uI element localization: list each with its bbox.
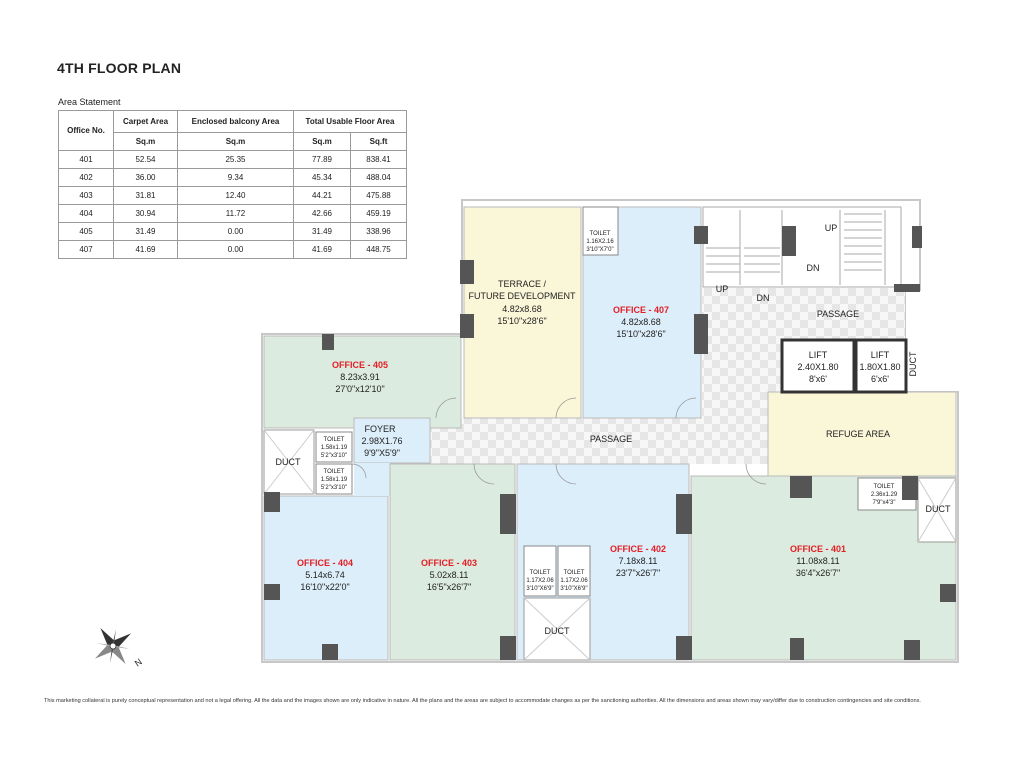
toilet-402-dim: 1.17X2.06 xyxy=(560,578,588,584)
toilet-401-label: TOILET xyxy=(873,484,895,490)
table-cell: 52.54 xyxy=(114,151,178,169)
office-402-imp: 23'7"x26'7" xyxy=(615,568,661,578)
office-402-dim: 7.18x8.11 xyxy=(618,556,658,566)
office-407-imp: 15'10"x28'6" xyxy=(616,329,666,339)
table-cell: 9.34 xyxy=(178,169,294,187)
lift-1-imp: 8'x6' xyxy=(809,374,827,384)
lift-1-dim: 2.40X1.80 xyxy=(797,362,839,372)
office-402-label: OFFICE - 402 xyxy=(609,544,667,554)
toilet-401-dim: 2.36x1.29 xyxy=(870,492,898,498)
office-403-label: OFFICE - 403 xyxy=(420,558,478,568)
compass-rose-icon xyxy=(82,615,143,676)
table-cell: 45.34 xyxy=(294,169,351,187)
office-404-label: OFFICE - 404 xyxy=(296,558,354,568)
office-405-label: OFFICE - 405 xyxy=(331,360,389,370)
toilet-407-dim: 1.16X2.16 xyxy=(586,239,614,245)
staircase xyxy=(703,207,901,287)
duct-bottom-label: DUCT xyxy=(544,626,570,636)
unit-cell: Sq.m xyxy=(114,133,178,151)
table-cell: 404 xyxy=(59,205,114,223)
disclaimer-text: This marketing collateral is purely conceptual representation and not a legal offering. All the data and the images shown are only indicative in nature. All the plans and the areas are subject to accommodate changes as per the sanctioning authorities. All the dimensions and areas shown may vary/differ due to construction contingencies and site conditions. xyxy=(44,698,921,704)
terrace-imp: 15'10"x28'6" xyxy=(497,316,547,326)
foyer-imp: 9'9"X5'9" xyxy=(364,448,400,458)
table-cell: 41.69 xyxy=(294,241,351,259)
office-401-dim: 11.08x8.11 xyxy=(796,556,840,566)
table-cell: 44.21 xyxy=(294,187,351,205)
foyer-label: FOYER xyxy=(364,424,396,434)
toilet-405b-imp: 5'2"x3'10" xyxy=(320,485,348,491)
office-407-label: OFFICE - 407 xyxy=(612,305,670,315)
office-403-imp: 16'5"x26'7" xyxy=(426,582,472,592)
toilet-405a-dim: 1.58x1.19 xyxy=(320,445,348,451)
toilet-405b-dim: 1.58x1.19 xyxy=(320,477,348,483)
office-407-dim: 4.82x8.68 xyxy=(621,317,661,327)
table-cell: 77.89 xyxy=(294,151,351,169)
terrace-label-2: FUTURE DEVELOPMENT xyxy=(468,291,576,301)
table-cell: 838.41 xyxy=(351,151,407,169)
lift-1-label: LIFT xyxy=(808,350,828,360)
toilet-405a-imp: 5'2"x3'10" xyxy=(320,453,348,459)
office-404-dim: 5.14x6.74 xyxy=(305,570,345,580)
header-total-usable: Total Usable Floor Area xyxy=(294,111,407,133)
office-404-imp: 16'10"x22'0" xyxy=(300,582,350,592)
table-cell: 31.49 xyxy=(294,223,351,241)
toilet-407-imp: 3'10"X7'0" xyxy=(586,247,614,253)
toilet-403-imp: 3'10"X6'9" xyxy=(526,586,554,592)
table-cell: 0.00 xyxy=(178,223,294,241)
stair-dn-label: DN xyxy=(806,263,820,273)
terrace-label-1: TERRACE / xyxy=(497,279,547,289)
table-cell: 25.35 xyxy=(178,151,294,169)
header-office-no: Office No. xyxy=(59,111,114,151)
table-cell: 12.40 xyxy=(178,187,294,205)
table-cell: 401 xyxy=(59,151,114,169)
table-cell: 11.72 xyxy=(178,205,294,223)
stair-up-label: UP xyxy=(824,223,838,233)
unit-cell: Sq.m xyxy=(294,133,351,151)
passage-label-main: PASSAGE xyxy=(589,434,633,444)
office-405-room xyxy=(264,336,461,428)
toilet-403-label: TOILET xyxy=(529,570,551,576)
table-cell: 475.88 xyxy=(351,187,407,205)
office-401-imp: 36'4"x26'7" xyxy=(795,568,841,578)
table-cell: 403 xyxy=(59,187,114,205)
table-cell: 41.69 xyxy=(114,241,178,259)
toilet-402-label: TOILET xyxy=(563,570,585,576)
duct-lift-label: DUCT xyxy=(908,351,918,377)
office-401-label: OFFICE - 401 xyxy=(789,544,847,554)
table-cell: 448.75 xyxy=(351,241,407,259)
table-cell: 30.94 xyxy=(114,205,178,223)
toilet-407-label: TOILET xyxy=(589,231,611,237)
passage-label-upper: PASSAGE xyxy=(816,309,860,319)
toilet-405a-label: TOILET xyxy=(323,437,345,443)
table-cell: 36.00 xyxy=(114,169,178,187)
office-405-imp: 27'0"x12'10" xyxy=(335,384,385,394)
toilet-401-imp: 7'9"x4'3" xyxy=(872,500,896,506)
office-405-dim: 8.23x3.91 xyxy=(340,372,380,382)
stair-up-label-2: UP xyxy=(715,284,729,294)
table-cell: 338.96 xyxy=(351,223,407,241)
duct-left-label: DUCT xyxy=(275,457,301,467)
table-cell: 42.66 xyxy=(294,205,351,223)
office-404-upper xyxy=(354,463,390,496)
table-cell: 31.81 xyxy=(114,187,178,205)
stair-dn-label-2: DN xyxy=(756,293,770,303)
passage-area-connector xyxy=(702,392,768,432)
toilet-405b-label: TOILET xyxy=(323,469,345,475)
table-cell: 459.19 xyxy=(351,205,407,223)
table-cell: 0.00 xyxy=(178,241,294,259)
refuge-area-label: REFUGE AREA xyxy=(825,429,891,439)
unit-cell: Sq.ft xyxy=(351,133,407,151)
header-carpet-area: Carpet Area xyxy=(114,111,178,133)
toilet-403-dim: 1.17X2.06 xyxy=(526,578,554,584)
table-cell: 402 xyxy=(59,169,114,187)
page-title: 4TH FLOOR PLAN xyxy=(57,60,182,76)
header-enclosed-balcony: Enclosed balcony Area xyxy=(178,111,294,133)
lift-2-imp: 6'x6' xyxy=(871,374,889,384)
table-cell: 31.49 xyxy=(114,223,178,241)
duct-right-label: DUCT xyxy=(925,504,951,514)
table-cell: 405 xyxy=(59,223,114,241)
unit-cell: Sq.m xyxy=(178,133,294,151)
toilet-402-imp: 3'10"X6'9" xyxy=(560,586,588,592)
foyer-dim: 2.98X1.76 xyxy=(361,436,403,446)
office-403-dim: 5.02x8.11 xyxy=(429,570,469,580)
lift-2-label: LIFT xyxy=(870,350,890,360)
terrace-dim: 4.82x8.68 xyxy=(502,304,542,314)
table-cell: 488.04 xyxy=(351,169,407,187)
compass-north-label: N xyxy=(132,656,144,669)
area-statement-caption: Area Statement xyxy=(58,97,121,107)
lift-2-dim: 1.80X1.80 xyxy=(859,362,901,372)
table-cell: 407 xyxy=(59,241,114,259)
